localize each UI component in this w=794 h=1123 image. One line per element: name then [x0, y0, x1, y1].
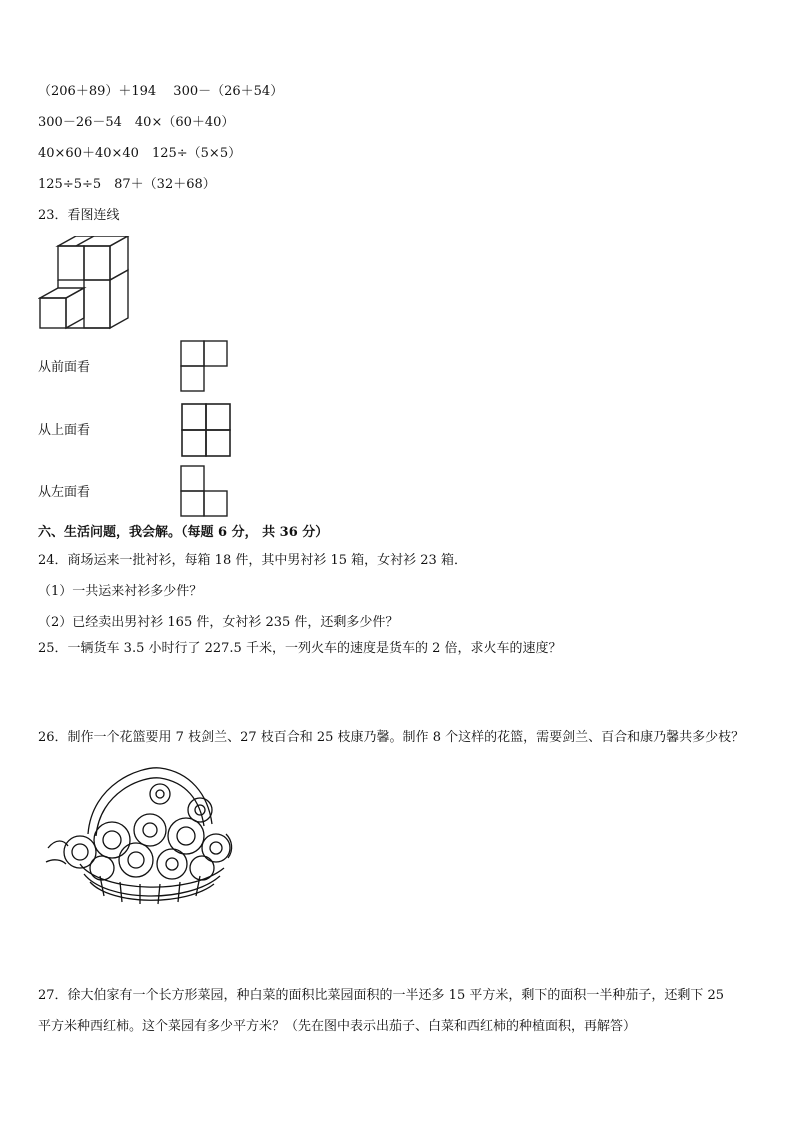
- q27-line-2: 平方米种西红柿。这个菜园有多少平方米？（先在图中表示出茄子、白菜和西红柿的种植面积，再解答）: [38, 1019, 637, 1034]
- q23-title: 23．看图连线: [38, 208, 120, 223]
- view-label-left: 从左面看: [38, 485, 91, 500]
- view-figure-2: [180, 402, 232, 458]
- flower-basket-illustration: [40, 764, 236, 908]
- view-figure-3: [180, 465, 230, 519]
- view-label-top: 从上面看: [38, 423, 91, 438]
- q24-sub2: （2）已经卖出男衬衫 165 件，女衬衫 235 件，还剩多少件？: [38, 615, 399, 630]
- section-6-heading: 六、生活问题，我会解。（每题 6 分， 共 36 分）: [38, 525, 329, 540]
- expression-line-2: 300－26－54 40×（60＋40）: [38, 115, 235, 130]
- cube-stack-figure: [38, 236, 132, 332]
- q27-line-1: 27．徐大伯家有一个长方形菜园，种白菜的面积比菜园面积的一半还多 15 平方米，剩下的面积一半种茄子，还剩下 25: [38, 988, 725, 1003]
- expression-line-3: 40×60＋40×40 125÷（5×5）: [38, 146, 242, 161]
- expression-line-1: （206＋89）＋194 300－（26＋54）: [38, 84, 284, 99]
- q25-text: 25．一辆货车 3.5 小时行了 227.5 千米，一列火车的速度是货车的 2 倍，求火车的速度？: [38, 641, 562, 656]
- q26-text: 26．制作一个花篮要用 7 枝剑兰、27 枝百合和 25 枝康乃馨。制作 8 个这样的花篮，需要剑兰、百合和康乃馨共多少枝？: [38, 730, 745, 745]
- q24-sub1: （1）一共运来衬衫多少件？: [38, 584, 203, 599]
- view-label-front: 从前面看: [38, 360, 91, 375]
- view-figure-1: [180, 340, 230, 394]
- q24-stem: 24．商场运来一批衬衫，每箱 18 件，其中男衬衫 15 箱，女衬衫 23 箱．: [38, 553, 467, 568]
- expression-line-4: 125÷5÷5 87＋（32＋68）: [38, 177, 216, 192]
